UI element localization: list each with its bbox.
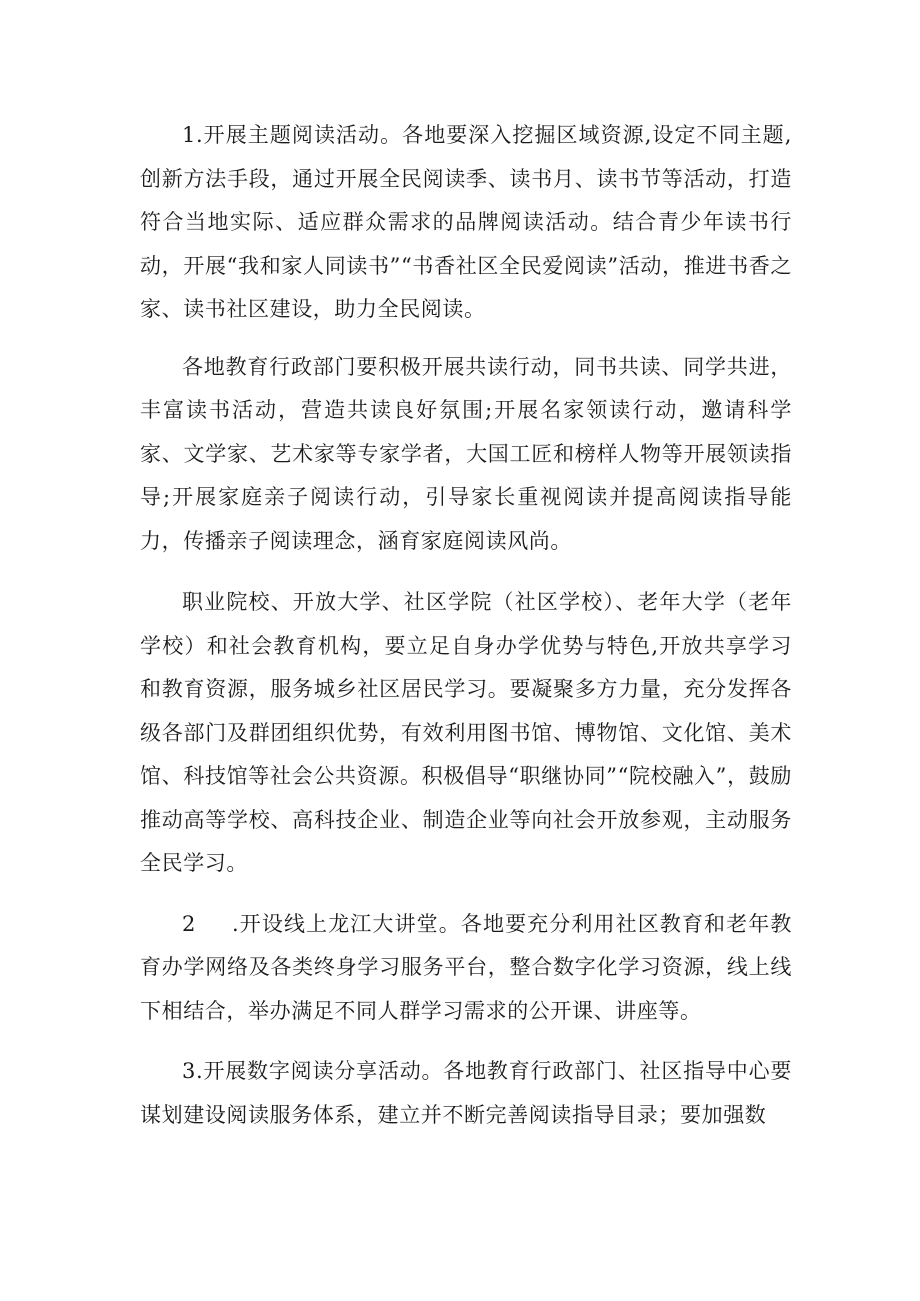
paragraph-theme-reading: 1.开展主题阅读活动。各地要深入挖掘区域资源,设定不同主题,创新方法手段，通过开展全民阅读季、读书月、读书节等活动，打造符合当地实际、适应群众需求的品牌阅读活动。结合青少年读书行动，开展“我和家人同读书”“书香社区全民爱阅读”活动，推进书香之家、读书社区建设，助力全民阅读。	[140, 123, 792, 321]
paragraph-text: .开设线上龙江大讲堂。各地要充分利用社区教育和老年教育办学网络及各类终身学习服务平台，整合数字化学习资源，线上线下相结合，举办满足不同人群学习需求的公开课、讲座等。	[140, 911, 792, 1023]
document-body	[140, 114, 792, 1151]
item-number: 2	[182, 911, 196, 936]
item-number: 3	[182, 1059, 196, 1083]
paragraph-institution-resources: 职业院校、开放大学、社区学院（社区学校）、老年大学（老年学校）和社会教育机构，要立足自身办学优势与特色,开放共享学习和教育资源，服务城乡社区居民学习。要凝聚多方力量，充分发挥各级各部门及群团组织优势，有效利用图书馆、博物馆、文化馆、美术馆、科技馆等社会公共资源。积极倡导“职继协同”“院校融入”，鼓励推动高等学校、高科技企业、制造企业等向社会开放参观，主动服务全民学习。	[140, 590, 792, 875]
paragraph-shared-reading: 各地教育行政部门要积极开展共读行动，同书共读、同学共进，丰富读书活动，营造共读良好氛围;开展名家领读行动，邀请科学家、文学家、艺术家等专家学者，大国工匠和榜样人物等开展领读指导;开展家庭亲子阅读行动，引导家长重视阅读并提高阅读指导能力，传播亲子阅读理念，涵育家庭阅读风尚。	[140, 354, 792, 553]
paragraph-online-lectures	[140, 903, 792, 1034]
paragraph-text: .开展数字阅读分享活动。各地教育行政部门、社区指导中心要谋划建设阅读服务体系，建立并不断完善阅读指导目录；要加强数	[140, 1059, 792, 1127]
paragraph-digital-reading	[140, 1050, 792, 1137]
